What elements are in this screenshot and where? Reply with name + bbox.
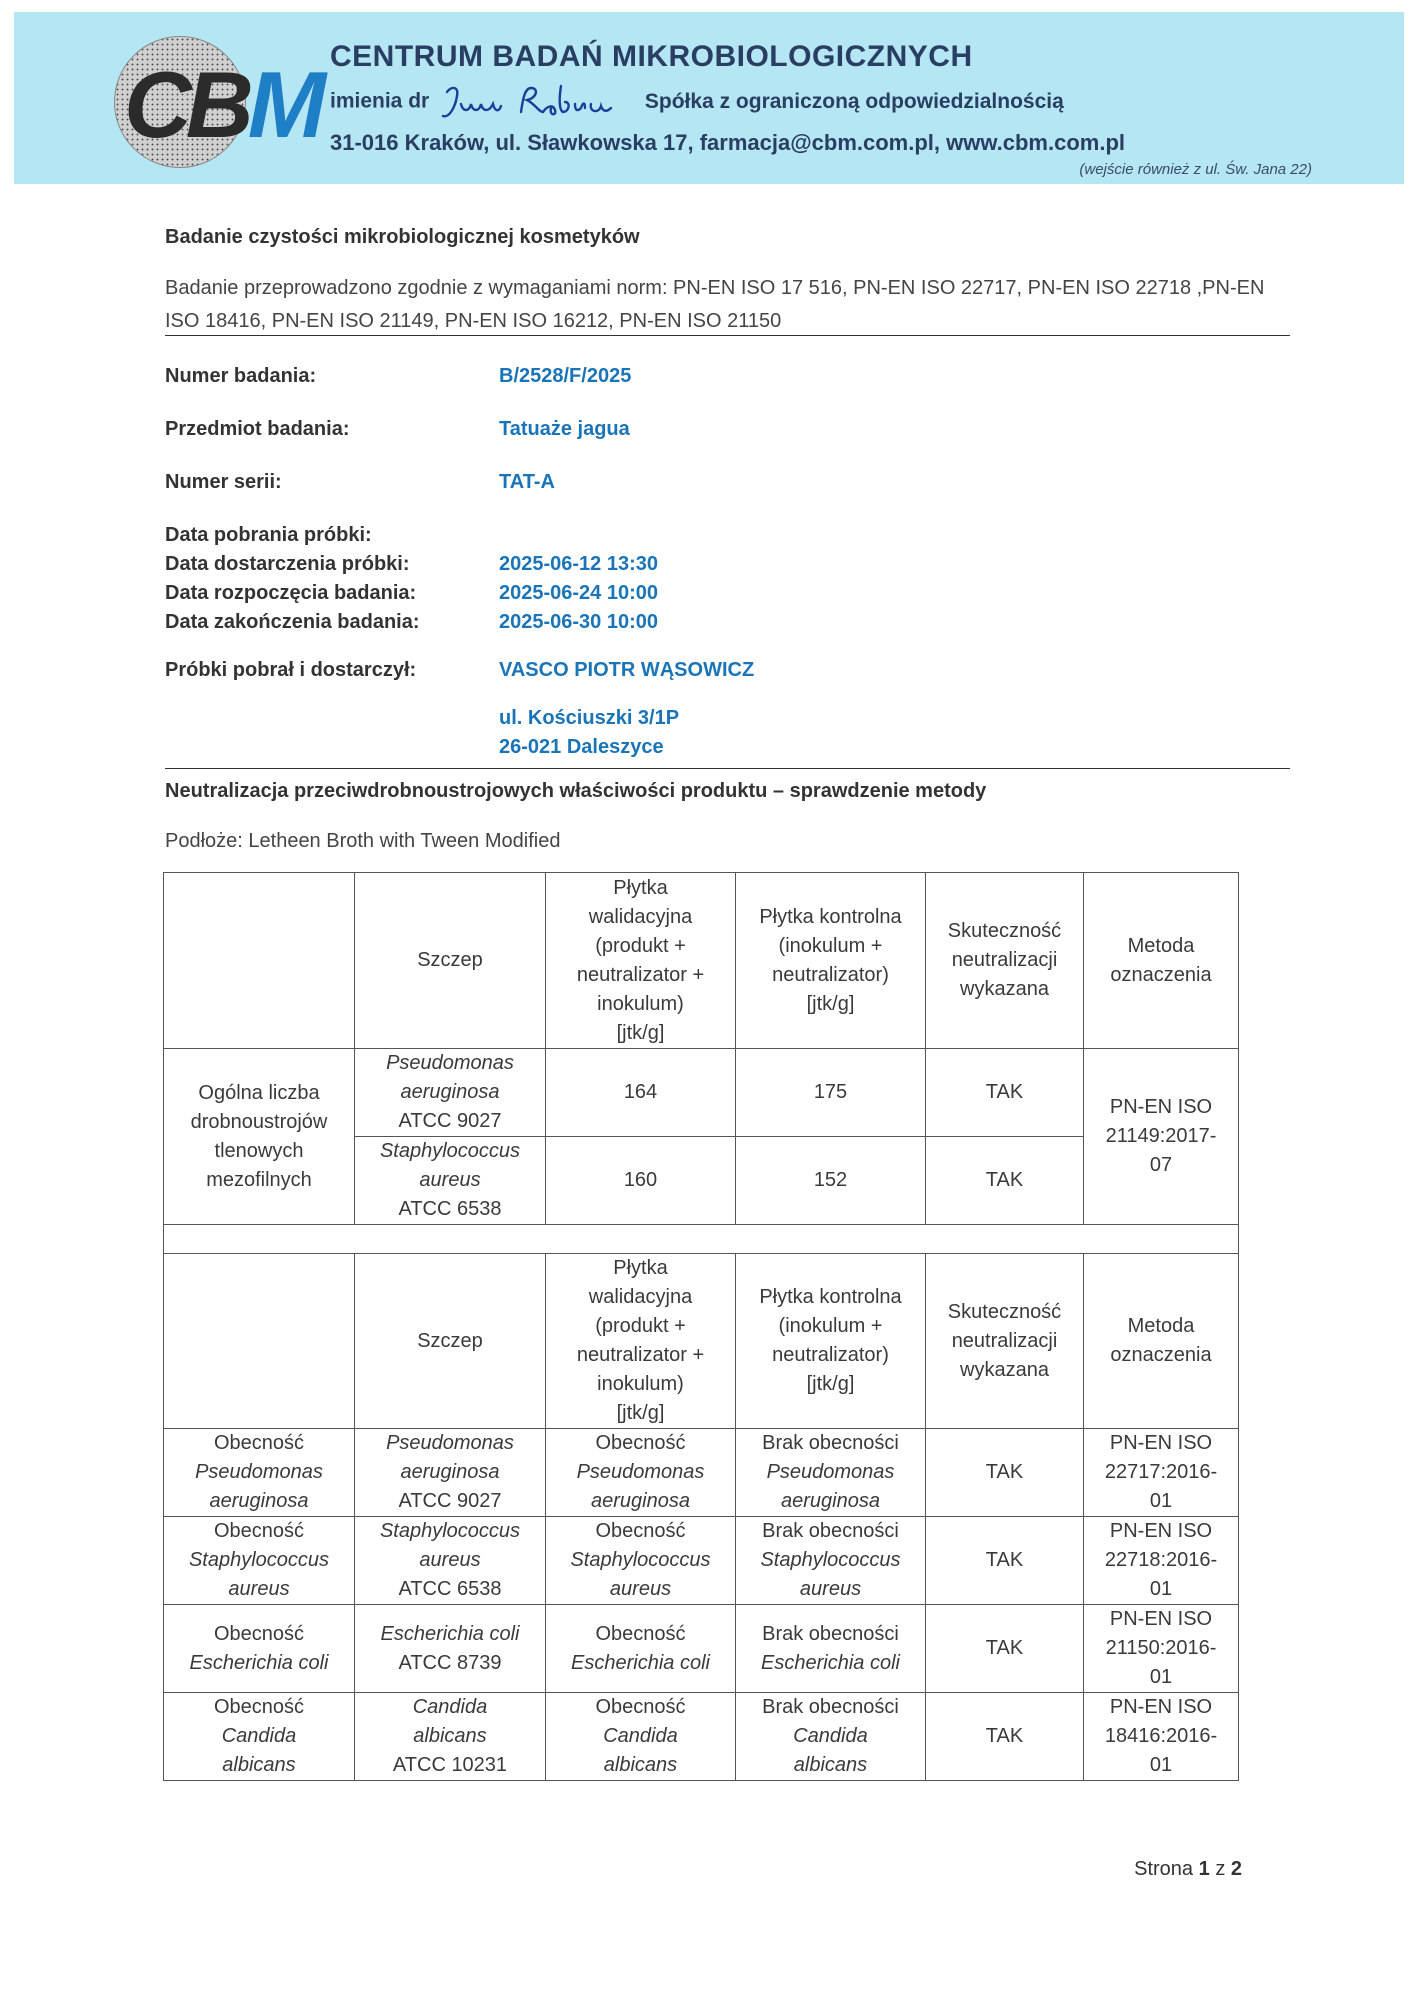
page-number: Strona 1 z 2 [1134,1858,1242,1880]
table-header-row [164,873,1239,1049]
header-control-plate: Płytka kontrolna (inokulum + neutralizator) [jtk/g] [736,1254,926,1429]
letterhead [14,12,1404,184]
header-validation-plate: Płytka walidacyjna (produkt + neutralizator + inokulum) [jtk/g] [546,873,736,1049]
validation-result: Obecność Escherichia coli [546,1605,736,1693]
validation-result: Obecność Staphylococcus aureus [546,1517,736,1605]
neutralization-title: Neutralizacja przeciwdrobnoustrojowych właściwości produktu – sprawdzenie metody [165,780,987,802]
header-empty-cell [164,873,355,1049]
category-total-count: Ogólna liczba drobnoustrojów tlenowych mezofilnych [164,1049,355,1225]
subject-label: Przedmiot badania: [165,418,350,440]
table-row [164,1049,1239,1137]
efficacy-value: TAK [926,1605,1084,1693]
header-method: Metoda oznaczenia [1084,873,1239,1049]
test-number-label: Numer badania: [165,365,317,387]
category-cell: Obecność Pseudomonas aeruginosa [164,1429,355,1517]
header-validation-plate: Płytka walidacyjna (produkt + neutralizator + inokulum) [jtk/g] [546,1254,736,1429]
table-row [164,1429,1239,1517]
end-date-value: 2025-06-30 10:00 [499,611,659,633]
table-row [164,1517,1239,1605]
document-heading: Badanie czystości mikrobiologicznej kosmetyków [165,226,640,248]
start-date-value: 2025-06-24 10:00 [499,582,659,604]
header-control-plate: Płytka kontrolna (inokulum + neutralizator) [jtk/g] [736,873,926,1049]
category-cell: Obecność Escherichia coli [164,1605,355,1693]
delivery-date-label: Data dostarczenia próbki: [165,553,410,575]
control-result: Brak obecności Candida albicans [736,1693,926,1781]
validation-value: 160 [546,1137,736,1225]
table-header-row [164,1254,1239,1429]
control-value: 152 [736,1137,926,1225]
company-subtitle [330,82,1064,122]
divider [165,335,1290,336]
table-separator-row [164,1225,1239,1254]
efficacy-value: TAK [926,1429,1084,1517]
validation-value: 164 [546,1049,736,1137]
logo-letters: CBM [124,52,321,157]
entrance-note: (wejście również z ul. Św. Jana 22) [1079,161,1312,178]
delivered-by-city: 26-021 Daleszyce [499,736,664,758]
cbm-logo [110,36,321,166]
control-result: Brak obecności Escherichia coli [736,1605,926,1693]
company-name: CENTRUM BADAŃ MIKROBIOLOGICZNYCH [330,40,973,73]
header-method: Metoda oznaczenia [1084,1254,1239,1429]
batch-value: TAT-A [499,471,555,493]
category-cell: Obecność Staphylococcus aureus [164,1517,355,1605]
efficacy-value: TAK [926,1693,1084,1781]
table-row [164,1605,1239,1693]
category-cell: Obecność Candida albicans [164,1693,355,1781]
table-row [164,1693,1239,1781]
subject-value: Tatuaże jagua [499,418,630,440]
header-efficacy: Skuteczność neutralizacji wykazana [926,873,1084,1049]
efficacy-value: TAK [926,1049,1084,1137]
strain-cell: Candida albicans ATCC 10231 [355,1693,546,1781]
control-result: Brak obecności Staphylococcus aureus [736,1517,926,1605]
header-strain: Szczep [355,873,546,1049]
efficacy-value: TAK [926,1517,1084,1605]
start-date-label: Data rozpoczęcia badania: [165,582,417,604]
sampling-date-label: Data pobrania próbki: [165,524,372,546]
strain-cell: Escherichia coli ATCC 8739 [355,1605,546,1693]
validation-result: Obecność Pseudomonas aeruginosa [546,1429,736,1517]
divider [165,768,1290,769]
efficacy-value: TAK [926,1137,1084,1225]
method-cell: PN-EN ISO 21149:2017- 07 [1084,1049,1239,1225]
header-efficacy: Skuteczność neutralizacji wykazana [926,1254,1084,1429]
company-address: 31-016 Kraków, ul. Sławkowska 17, farmacja@cbm.com.pl, www.cbm.com.pl [330,130,1126,155]
method-cell: PN-EN ISO 22717:2016- 01 [1084,1429,1239,1517]
control-result: Brak obecności Pseudomonas aeruginosa [736,1429,926,1517]
delivered-by-street: ul. Kościuszki 3/1P [499,707,680,729]
strain-cell: Pseudomonas aeruginosa ATCC 9027 [355,1049,546,1137]
header-strain: Szczep [355,1254,546,1429]
delivered-by-name: VASCO PIOTR WĄSOWICZ [499,659,755,681]
handwritten-signature-icon [439,82,629,122]
strain-cell: Staphylococcus aureus ATCC 6538 [355,1517,546,1605]
control-value: 175 [736,1049,926,1137]
culture-medium: Podłoże: Letheen Broth with Tween Modified [165,830,561,852]
strain-cell: Pseudomonas aeruginosa ATCC 9027 [355,1429,546,1517]
company-subtitle-part1: imienia dr [330,89,430,113]
end-date-label: Data zakończenia badania: [165,611,420,633]
delivered-by-label: Próbki pobrał i dostarczył: [165,659,417,681]
neutralization-table [163,872,1239,1781]
method-cell: PN-EN ISO 18416:2016- 01 [1084,1693,1239,1781]
norms-statement: Badanie przeprowadzono zgodnie z wymaganiami norm: PN-EN ISO 17 516, PN-EN ISO 22717, PN-EN ISO 22718 ,PN-EN ISO 18416, PN-EN ISO 21149, PN-EN ISO 16212, PN-EN ISO 21150 [165,277,1265,332]
test-number-value: B/2528/F/2025 [499,365,632,387]
method-cell: PN-EN ISO 21150:2016- 01 [1084,1605,1239,1693]
header-empty-cell [164,1254,355,1429]
strain-cell: Staphylococcus aureus ATCC 6538 [355,1137,546,1225]
method-cell: PN-EN ISO 22718:2016- 01 [1084,1517,1239,1605]
delivery-date-value: 2025-06-12 13:30 [499,553,659,575]
company-subtitle-part2: Spółka z ograniczoną odpowiedzialnością [644,89,1064,113]
validation-result: Obecność Candida albicans [546,1693,736,1781]
batch-label: Numer serii: [165,471,282,493]
